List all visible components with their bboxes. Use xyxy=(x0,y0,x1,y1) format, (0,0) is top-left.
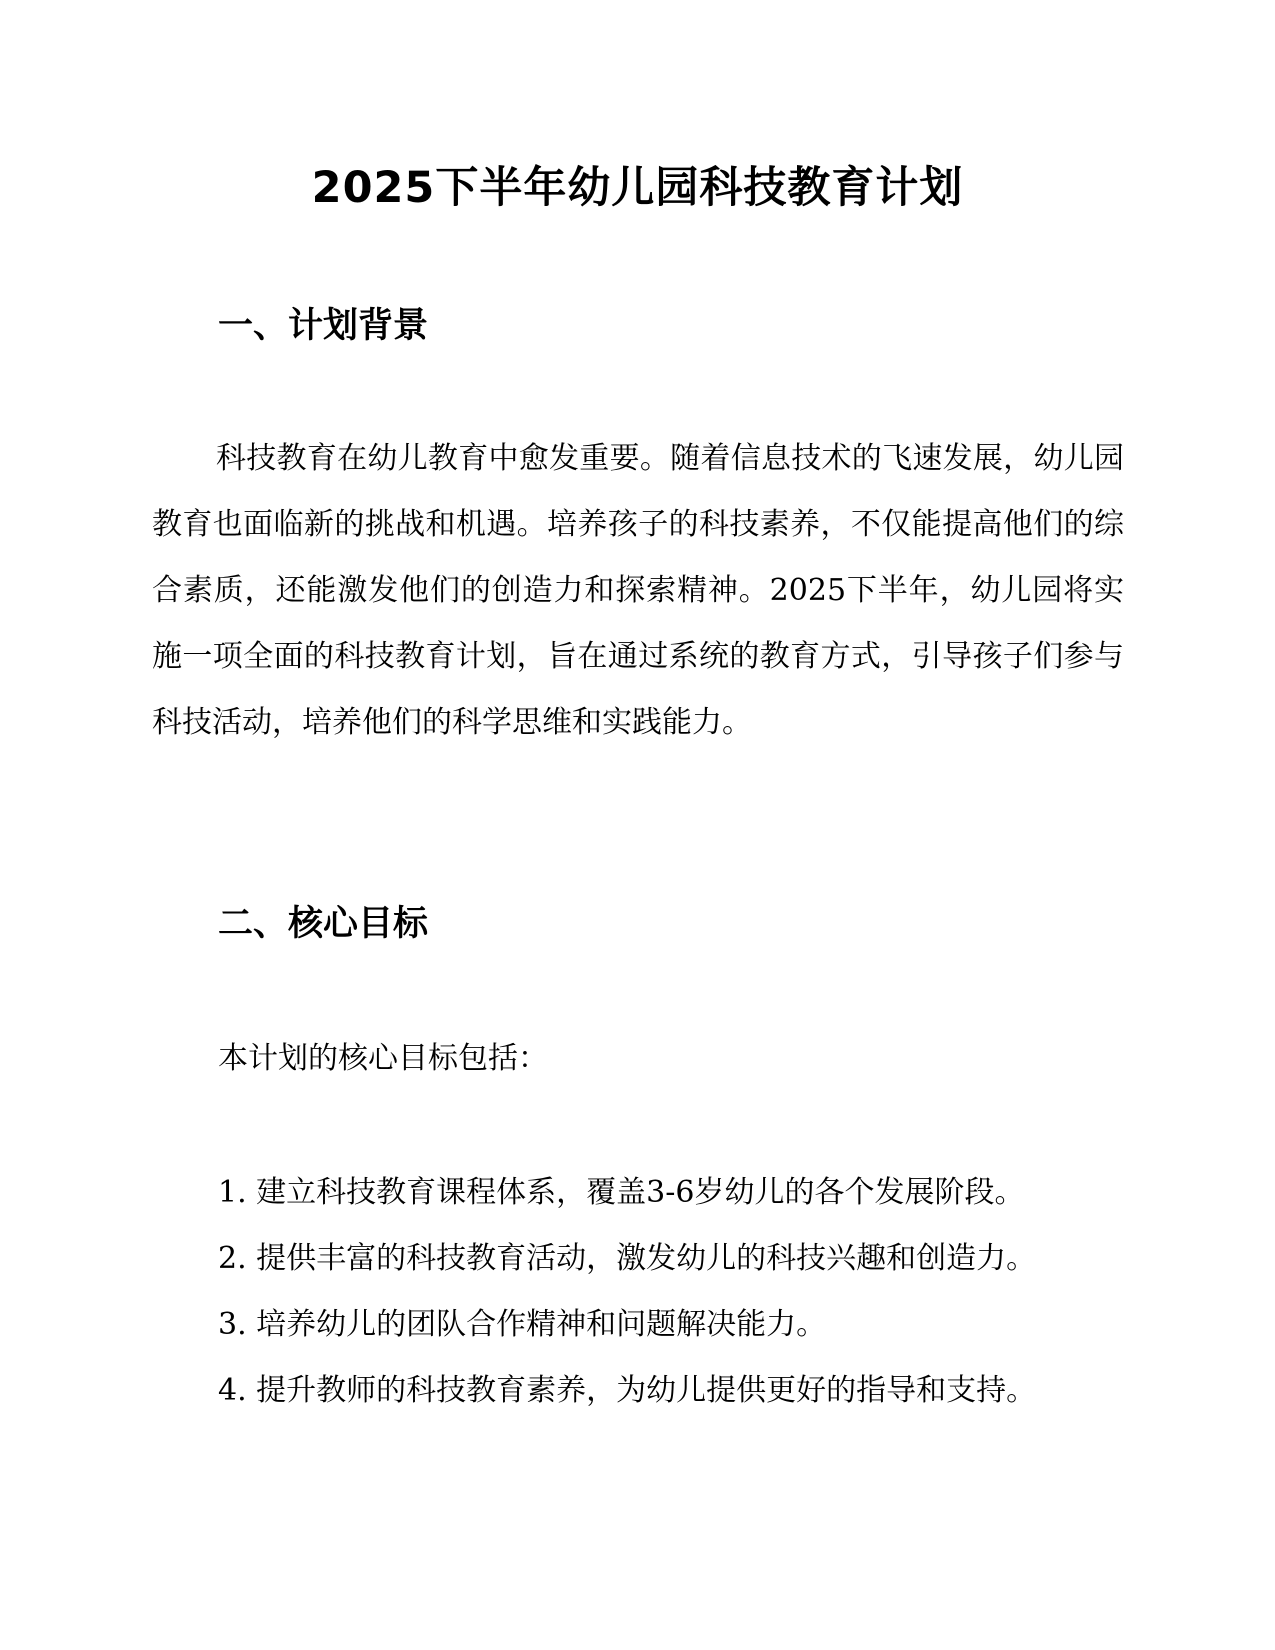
document-title: 2025下半年幼儿园科技教育计划 xyxy=(311,163,964,213)
core-goals-list xyxy=(218,1160,1036,1424)
section-heading-core-goals: 二、核心目标 xyxy=(218,904,429,944)
list-item: 4. 提升教师的科技教育素养，为幼儿提供更好的指导和支持。 xyxy=(218,1373,1037,1408)
background-paragraph: 科技教育在幼儿教育中愈发重要。随着信息技术的飞速发展，幼儿园教育也面临新的挑战和机遇。培养孩子的科技素养，不仅能提高他们的综合素质，还能激发他们的创造力和探索精神。2025下半年，幼儿园将实施一项全面的科技教育计划，旨在通过系统的教育方式，引导孩子们参与科技活动，培养他们的科学思维和实践能力。 xyxy=(152,441,1124,740)
list-item: 1. 建立科技教育课程体系，覆盖3-6岁幼儿的各个发展阶段。 xyxy=(218,1175,1025,1210)
list-item: 3. 培养幼儿的团队合作精神和问题解决能力。 xyxy=(218,1307,827,1342)
section-heading-background: 一、计划背景 xyxy=(218,306,429,346)
core-goals-intro: 本计划的核心目标包括： xyxy=(218,1041,548,1076)
list-item: 2. 提供丰富的科技教育活动，激发幼儿的科技兴趣和创造力。 xyxy=(218,1241,1037,1276)
